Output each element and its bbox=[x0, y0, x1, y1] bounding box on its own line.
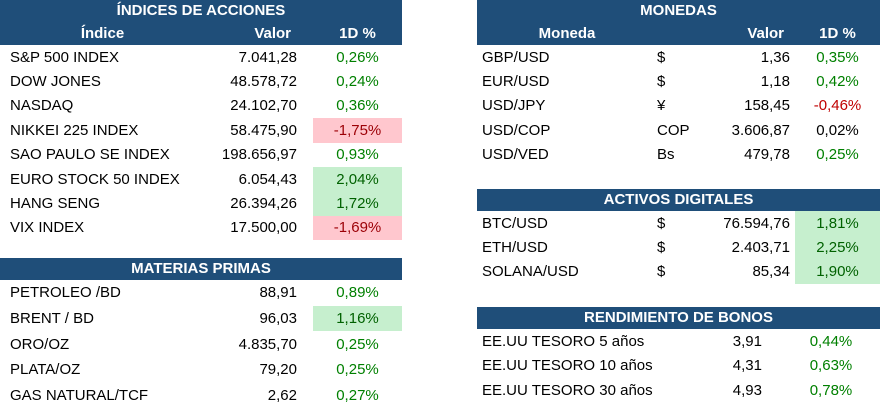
row-label: USD/COP bbox=[482, 121, 551, 139]
row-value: 158,45 bbox=[744, 97, 790, 115]
row-pct: 1,90% bbox=[795, 260, 880, 284]
row-pct: -0,46% bbox=[813, 97, 862, 115]
table-row bbox=[477, 235, 880, 259]
table-row bbox=[0, 306, 402, 332]
col-header-valor: Valor bbox=[254, 25, 291, 42]
row-value: 88,91 bbox=[259, 284, 297, 302]
row-label: PETROLEO /BD bbox=[10, 284, 121, 302]
stock-indices-body bbox=[0, 45, 402, 240]
row-pct: 0,78% bbox=[809, 381, 853, 399]
row-symbol: $ bbox=[657, 263, 666, 281]
row-label: SAO PAULO SE INDEX bbox=[10, 146, 170, 164]
table-row bbox=[0, 167, 402, 191]
row-value: 58.475,90 bbox=[230, 121, 297, 139]
row-symbol: $ bbox=[657, 73, 666, 91]
table-row bbox=[477, 143, 880, 167]
currencies-table bbox=[477, 0, 880, 167]
row-label: HANG SENG bbox=[10, 195, 101, 213]
table-row bbox=[477, 69, 880, 93]
row-pct: 0,25% bbox=[336, 335, 379, 353]
row-label: EURO STOCK 50 INDEX bbox=[10, 170, 180, 188]
row-value: 79,20 bbox=[259, 361, 297, 379]
row-symbol: Bs bbox=[657, 146, 675, 164]
row-value: 96,03 bbox=[259, 310, 297, 328]
bond-yields-title: RENDIMIENTO DE BONOS bbox=[477, 307, 880, 329]
digital-assets-body bbox=[477, 211, 880, 284]
row-symbol: $ bbox=[657, 239, 666, 257]
row-pct: 0,36% bbox=[336, 97, 379, 115]
digital-assets-table bbox=[477, 189, 880, 284]
table-row bbox=[477, 329, 880, 353]
row-value: 76.594,76 bbox=[723, 214, 790, 232]
left-column bbox=[0, 0, 402, 408]
row-value: 7.041,28 bbox=[238, 48, 297, 66]
row-label: BTC/USD bbox=[482, 214, 548, 232]
bond-yields-body bbox=[477, 329, 880, 402]
col-header-1d-pct: 1D % bbox=[819, 25, 856, 42]
row-pct: 2,25% bbox=[795, 235, 880, 259]
row-value: 1,36 bbox=[760, 48, 790, 66]
row-label: NASDAQ bbox=[10, 97, 74, 115]
row-label: NIKKEI 225 INDEX bbox=[10, 121, 139, 139]
row-value: 2.403,71 bbox=[731, 239, 790, 257]
row-value: 4,31 bbox=[732, 357, 762, 375]
row-value: 24.102,70 bbox=[230, 97, 297, 115]
table-row bbox=[0, 118, 402, 142]
row-label: GAS NATURAL/TCF bbox=[10, 386, 149, 404]
row-label: EE.UU TESORO 10 años bbox=[482, 357, 653, 375]
row-label: EE.UU TESORO 30 años bbox=[482, 381, 653, 399]
row-pct: 1,72% bbox=[313, 191, 402, 215]
row-pct: 0,26% bbox=[336, 48, 379, 66]
row-label: PLATA/OZ bbox=[10, 361, 81, 379]
row-pct: 0,25% bbox=[816, 146, 859, 164]
row-pct: 0,89% bbox=[336, 284, 379, 302]
col-header-valor: Valor bbox=[747, 25, 784, 42]
stock-indices-table bbox=[0, 0, 402, 240]
row-value: 479,78 bbox=[744, 146, 790, 164]
row-label: SOLANA/USD bbox=[482, 263, 579, 281]
commodities-title: MATERIAS PRIMAS bbox=[0, 258, 402, 280]
row-value: 26.394,26 bbox=[230, 195, 297, 213]
row-pct: 0,93% bbox=[336, 146, 379, 164]
table-row bbox=[477, 45, 880, 69]
row-label: BRENT / BD bbox=[10, 310, 94, 328]
row-pct: 2,04% bbox=[313, 167, 402, 191]
row-label: EUR/USD bbox=[482, 73, 550, 91]
table-row bbox=[0, 94, 402, 118]
row-label: USD/VED bbox=[482, 146, 549, 164]
row-label: ETH/USD bbox=[482, 239, 548, 257]
table-row bbox=[477, 118, 880, 142]
stock-indices-title: ÍNDICES DE ACCIONES bbox=[0, 0, 402, 22]
row-pct: 1,16% bbox=[313, 306, 402, 332]
table-row bbox=[0, 45, 402, 69]
currencies-body bbox=[477, 45, 880, 167]
row-pct: 0,25% bbox=[336, 361, 379, 379]
row-pct: 0,27% bbox=[336, 386, 379, 404]
row-label: VIX INDEX bbox=[10, 219, 85, 237]
row-symbol: $ bbox=[657, 48, 666, 66]
commodities-table bbox=[0, 258, 402, 408]
row-pct: 0,44% bbox=[809, 332, 853, 350]
table-row bbox=[0, 331, 402, 357]
row-pct: 0,42% bbox=[816, 73, 859, 91]
table-row bbox=[0, 280, 402, 306]
row-symbol: $ bbox=[657, 214, 666, 232]
table-row bbox=[0, 357, 402, 383]
right-column bbox=[477, 0, 880, 402]
row-value: 198.656,97 bbox=[221, 146, 297, 164]
row-value: 3,91 bbox=[732, 332, 762, 350]
table-row bbox=[0, 216, 402, 240]
row-label: GBP/USD bbox=[482, 48, 550, 66]
currencies-column-headers bbox=[477, 22, 880, 45]
table-row bbox=[477, 354, 880, 378]
row-pct: 0,35% bbox=[816, 48, 859, 66]
table-row bbox=[477, 260, 880, 284]
table-row bbox=[477, 211, 880, 235]
row-label: ORO/OZ bbox=[10, 335, 70, 353]
row-value: 3.606,87 bbox=[731, 121, 790, 139]
row-value: 2,62 bbox=[267, 386, 297, 404]
table-row bbox=[0, 191, 402, 215]
col-header-moneda: Moneda bbox=[538, 25, 596, 42]
row-pct: 1,81% bbox=[795, 211, 880, 235]
row-value: 1,18 bbox=[760, 73, 790, 91]
row-label: EE.UU TESORO 5 años bbox=[482, 332, 645, 350]
row-label: DOW JONES bbox=[10, 73, 101, 91]
digital-assets-title: ACTIVOS DIGITALES bbox=[477, 189, 880, 211]
row-pct: 0,02% bbox=[816, 121, 859, 139]
row-symbol: COP bbox=[657, 121, 690, 139]
row-value: 4,93 bbox=[732, 381, 762, 399]
row-pct: -1,69% bbox=[313, 216, 402, 240]
table-row bbox=[477, 94, 880, 118]
row-pct: 0,24% bbox=[336, 73, 379, 91]
table-row bbox=[477, 378, 880, 402]
row-value: 85,34 bbox=[752, 263, 790, 281]
row-pct: -1,75% bbox=[313, 118, 402, 142]
row-value: 6.054,43 bbox=[238, 170, 297, 188]
row-pct: 0,63% bbox=[809, 357, 853, 375]
row-label: S&P 500 INDEX bbox=[10, 48, 119, 66]
col-header-1d-pct: 1D % bbox=[339, 25, 376, 42]
bond-yields-table bbox=[477, 307, 880, 402]
row-value: 48.578,72 bbox=[230, 73, 297, 91]
row-value: 17.500,00 bbox=[230, 219, 297, 237]
row-symbol: ¥ bbox=[657, 97, 666, 115]
currencies-title: MONEDAS bbox=[477, 0, 880, 22]
row-label: USD/JPY bbox=[482, 97, 546, 115]
row-value: 4.835,70 bbox=[238, 335, 297, 353]
col-header-indice: Índice bbox=[80, 25, 125, 42]
table-row bbox=[0, 383, 402, 409]
table-row bbox=[0, 143, 402, 167]
table-row bbox=[0, 69, 402, 93]
stock-indices-column-headers bbox=[0, 22, 402, 45]
commodities-body bbox=[0, 280, 402, 408]
